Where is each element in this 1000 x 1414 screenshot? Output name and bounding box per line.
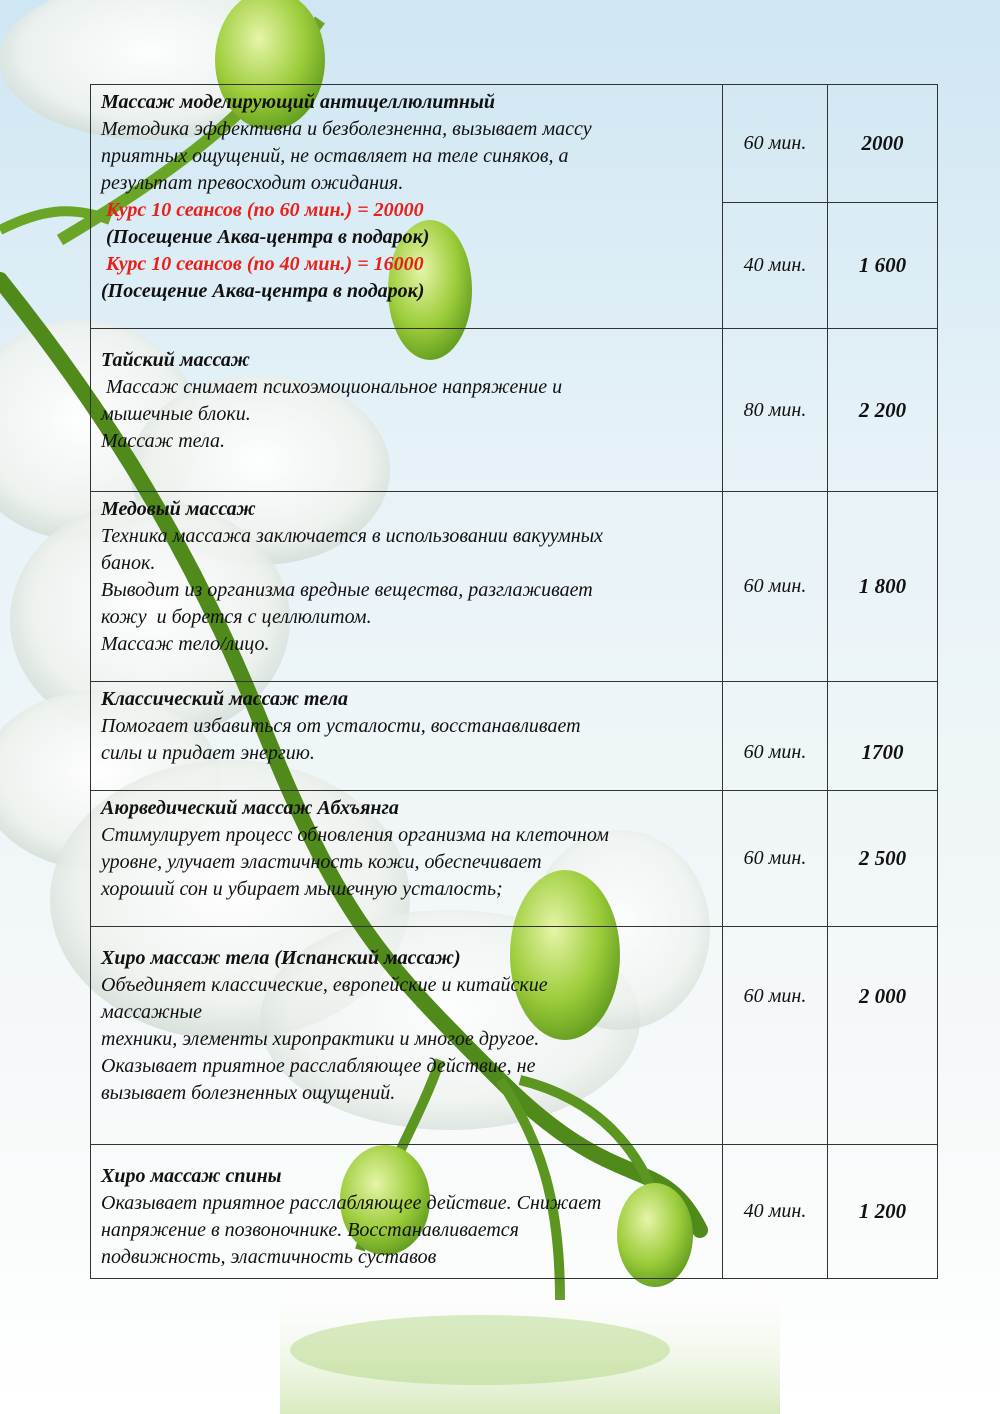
service-title: Хиро массаж тела (Испанский массаж) [101,947,461,969]
table-row [91,492,938,682]
duration-cell: 80 мин. [723,329,828,492]
description-line: подвижность, эластичность суставов [101,1246,437,1268]
description-line: силы и придает энергию. [101,742,315,764]
description-line: Техника массажа заключается в использовании вакуумных [101,525,604,547]
duration-cell: 40 мин. [723,1145,828,1279]
service-title: Тайский массаж [101,349,250,371]
duration-cell: 60 мин. [723,85,828,203]
service-description [91,492,723,682]
service-description [91,682,723,791]
description-line: Выводит из организма вредные вещества, разглаживает [101,579,593,601]
description-line: результат превосходит ожидания. [101,172,404,194]
description-line: уровне, улучает эластичность кожи, обеспечивает [101,851,542,873]
description-line: Массаж снимает психоэмоциональное напряжение и [101,376,563,398]
description-line: Массаж тело/лицо. [101,633,270,655]
duration-cell: 60 мин. [723,791,828,927]
course-offer-60: Курс 10 сеансов (по 60 мин.) = 20000 [101,199,424,221]
course-gift-note: (Посещение Аква-центра в подарок) [101,280,425,302]
description-line: Помогает избавиться от усталости, восстанавливает [101,715,581,737]
description-line: техники, элементы хиропрактики и многое другое. [101,1028,540,1050]
price-list-table [90,84,938,1279]
course-offer-40: Курс 10 сеансов (по 40 мин.) = 16000 [101,253,424,275]
service-title: Массаж моделирующий антицеллюлитный [101,91,495,113]
description-line: массажные [101,1001,202,1023]
service-title: Медовый массаж [101,498,256,520]
service-title: Хиро массаж спины [101,1165,282,1187]
table-row [91,1145,938,1279]
duration-cell: 40 мин. [723,203,828,329]
description-line: кожу и борется с целлюлитом. [101,606,372,628]
description-line: Массаж тела. [101,430,226,452]
description-line: Стимулирует процесс обновления организма на клеточном [101,824,609,846]
description-line: напряжение в позвоночнике. Восстанавливается [101,1219,519,1241]
description-line: банок. [101,552,156,574]
table-row [91,927,938,1145]
service-description [91,1145,723,1279]
service-description [91,85,723,329]
service-description [91,927,723,1145]
table-row [91,682,938,791]
description-line: вызывает болезненных ощущений. [101,1082,396,1104]
duration-cell: 60 мин. [723,927,828,1145]
description-line: Оказывает приятное расслабляющее действие. Снижает [101,1192,602,1214]
table-row [91,329,938,492]
table-row [91,791,938,927]
service-description [91,329,723,492]
course-gift-note: (Посещение Аква-центра в подарок) [101,226,430,248]
description-line: Объединяет классические, европейские и китайские [101,974,548,996]
price-cell: 2 000 [828,927,938,1145]
service-description [91,791,723,927]
description-line: мышечные блоки. [101,403,251,425]
duration-cell: 60 мин. [723,492,828,682]
duration-cell: 60 мин. [723,682,828,791]
description-line: Оказывает приятное расслабляющее действие, не [101,1055,536,1077]
price-cell: 2 500 [828,791,938,927]
service-title: Аюрведический массаж Абхъянга [101,797,399,819]
price-cell: 2000 [828,85,938,203]
service-title: Классический массаж тела [101,688,348,710]
description-line: хороший сон и убирает мышечную усталость; [101,878,503,900]
price-cell: 2 200 [828,329,938,492]
description-line: приятных ощущений, не оставляет на теле синяков, а [101,145,569,167]
price-cell: 1 200 [828,1145,938,1279]
table-row [91,85,938,203]
price-cell: 1 600 [828,203,938,329]
price-cell: 1 800 [828,492,938,682]
description-line: Методика эффективна и безболезненна, вызывает массу [101,118,592,140]
price-cell: 1700 [828,682,938,791]
